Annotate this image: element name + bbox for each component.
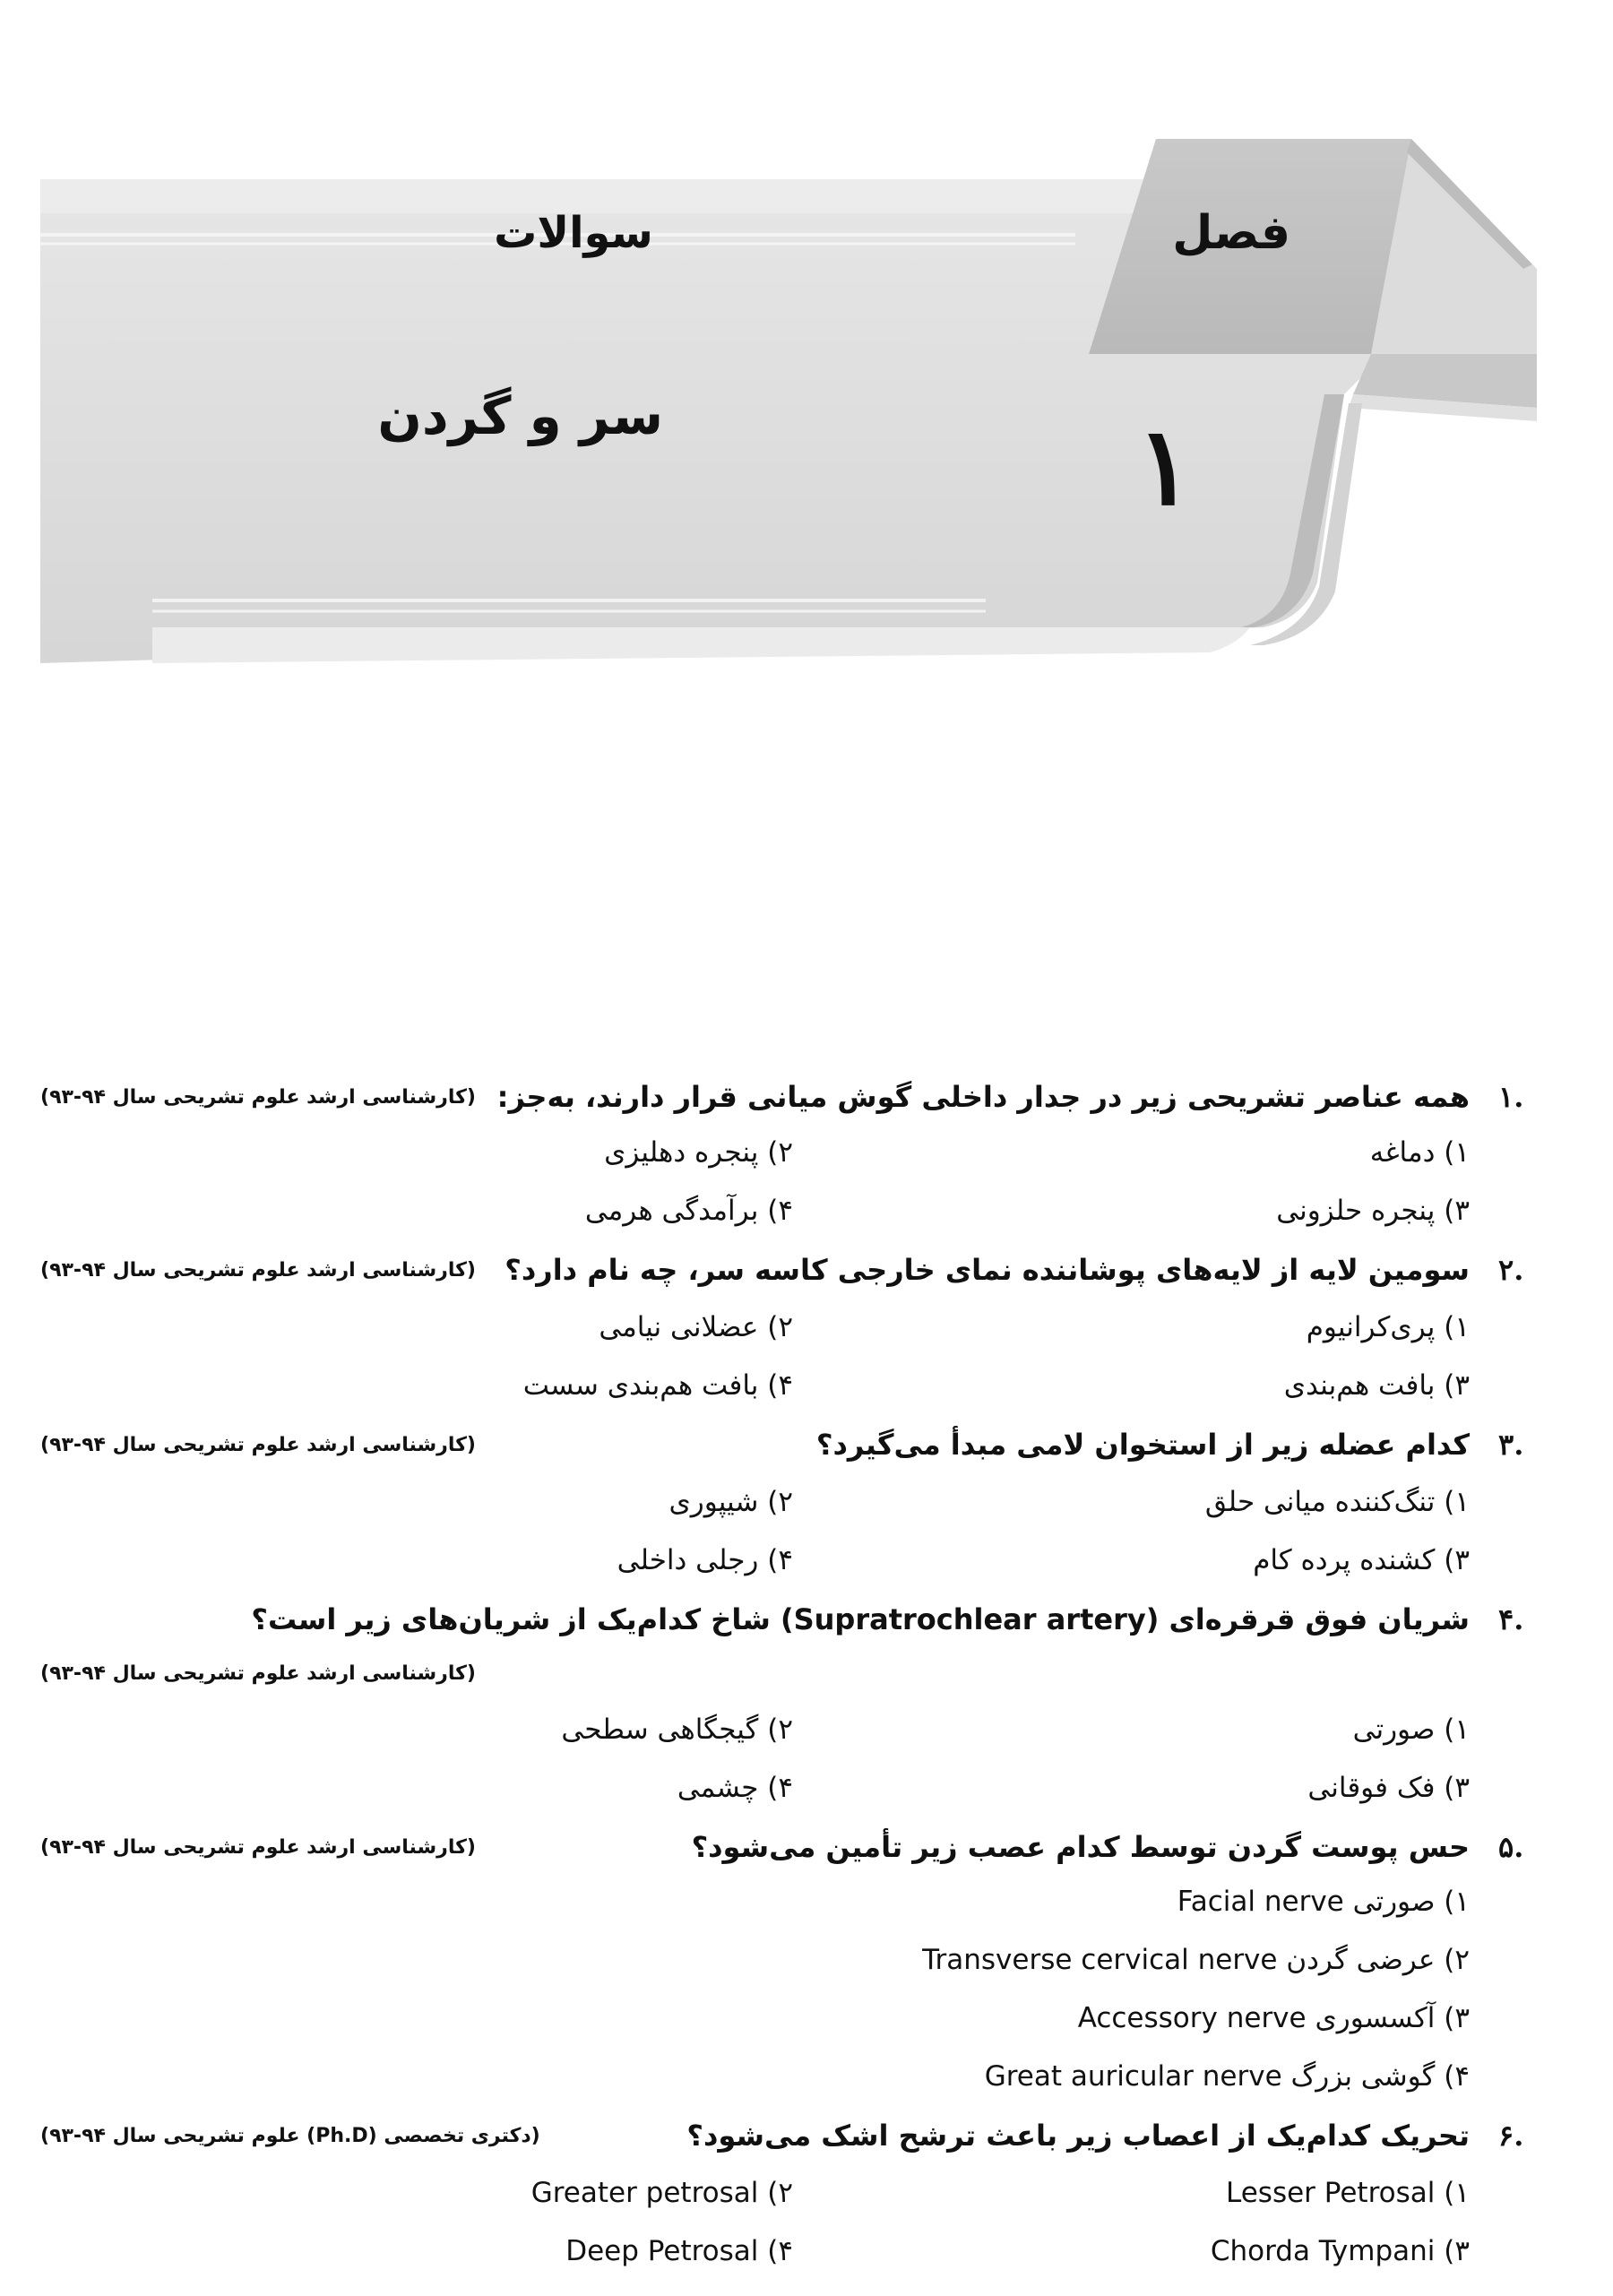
question-number: ۵. [1498,1830,1524,1864]
question-source: (کارشناسی ارشد علوم تشریحی سال ۹۴-۹۳) [40,1434,476,1456]
question-text: کدام عضله زیر از استخوان لامی مبدأ می‌گیرد؟ [815,1428,1470,1462]
question-source: (کارشناسی ارشد علوم تشریحی سال ۹۴-۹۳) [40,1662,476,1685]
option-4: ۴) چشمی [677,1772,793,1804]
option-2: ۲) گیجگاهی سطحی [561,1713,793,1746]
option-1: ۱) دماغه [1369,1136,1470,1169]
option-2: ۲) Greater petrosal [530,2177,793,2209]
chapter-banner [0,0,1613,717]
option-1: ۱) تنگ‌کننده میانی حلق [1204,1486,1470,1518]
option-1: ۱) صورتی Facial nerve [1177,1886,1470,1918]
question-text: سومین لایه از لایه‌های پوشاننده نمای خارجی کاسه سر، چه نام دارد؟ [505,1253,1470,1287]
option-3: ۳) بافت هم‌بندی [1283,1369,1470,1402]
option-1: ۱) صورتی [1352,1713,1470,1746]
chapter-subject: سر و گردن [377,385,663,446]
option-3: ۳) پنجره حلزونی [1276,1195,1470,1227]
question-number: ۶. [1498,2119,1524,2153]
option-3: ۳) فک فوقانی [1307,1772,1470,1804]
option-3: ۳) کشنده پرده کام [1253,1544,1470,1576]
question-number: ۱. [1498,1080,1524,1114]
option-3: ۳) آکسسوری Accessory nerve [1077,2002,1470,2034]
question-source: (کارشناسی ارشد علوم تشریحی سال ۹۴-۹۳) [40,1836,476,1859]
option-2: ۲) عرضی گردن Transverse cervical nerve [922,1944,1470,1976]
option-2: ۲) عضلانی نیامی [599,1311,793,1343]
question-source: (کارشناسی ارشد علوم تشریحی سال ۹۴-۹۳) [40,1259,476,1282]
option-1: ۱) Lesser Petrosal [1226,2177,1470,2209]
question-number: ۴. [1498,1602,1524,1636]
section-title: سوالات [494,208,653,258]
option-3: ۳) Chorda Tympani [1210,2235,1470,2267]
option-4: ۴) برآمدگی هرمی [584,1195,793,1227]
chapter-label: فصل [1172,206,1290,260]
question-number: ۳. [1498,1428,1524,1462]
option-4: ۴) رجلی داخلی [617,1544,793,1576]
option-4: ۴) Deep Petrosal [565,2235,793,2267]
option-4: ۴) بافت هم‌بندی سست [522,1369,793,1402]
option-1: ۱) پری‌کرانیوم [1306,1311,1470,1343]
option-2: ۲) پنجره دهلیزی [604,1136,793,1169]
question-source: (کارشناسی ارشد علوم تشریحی سال ۹۴-۹۳) [40,1086,476,1109]
question-text: حس پوست گردن توسط کدام عصب زیر تأمین می‌شود؟ [691,1830,1470,1864]
question-source: (دکتری تخصصی (Ph.D) علوم تشریحی سال ۹۴-۹۳) [40,2125,540,2147]
question-text: همه عناصر تشریحی زیر در جدار داخلی گوش میانی قرار دارند، به‌جز: [496,1080,1470,1114]
question-text: تحریک کدام‌یک از اعصاب زیر باعث ترشح اشک می‌شود؟ [686,2119,1470,2153]
option-2: ۲) شیپوری [668,1486,793,1518]
option-4: ۴) گوشی بزرگ Great auricular nerve [984,2060,1470,2093]
question-text: شریان فوق قرقره‌ای (Supratrochlear artery) شاخ کدام‌یک از شریان‌های زیر است؟ [251,1602,1470,1636]
chapter-number: ۱ [1135,403,1195,530]
question-number: ۲. [1498,1253,1524,1287]
